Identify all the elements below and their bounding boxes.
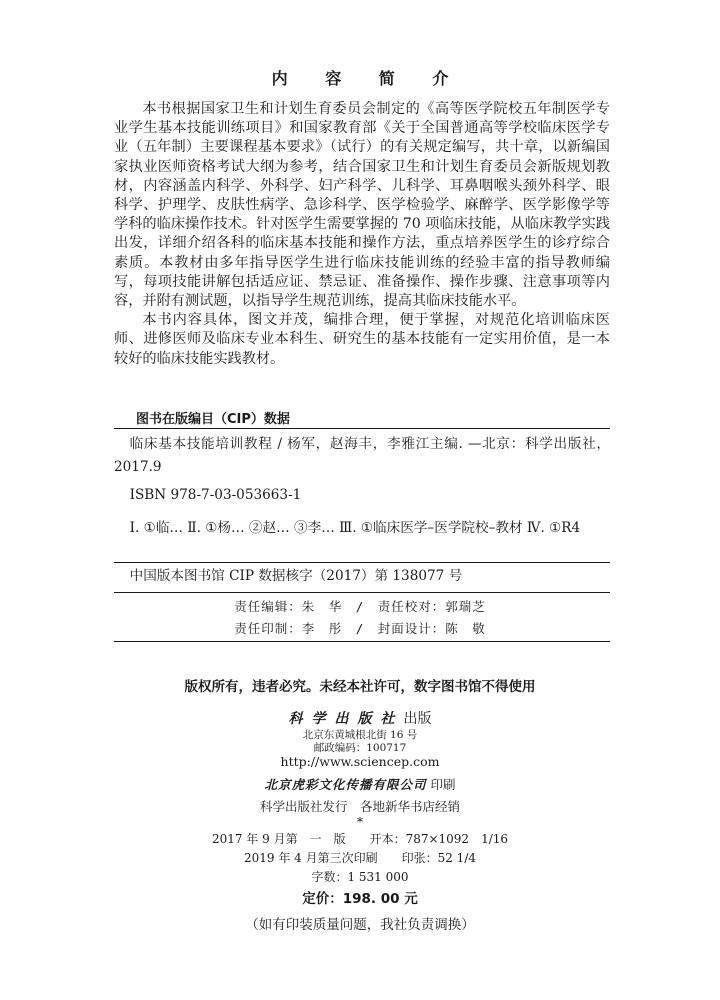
publisher-postcode: 邮政编码：100717 xyxy=(313,742,407,754)
intro-paragraph-1: 本书根据国家卫生和计划生育委员会制定的《高等医学院校五年制医学专业学生基本技能训练项目》和国家教育部《关于全国普通高等学校临床医学专业（五年制）主要课程基本要求》（试行）的有关规定编写，共十章，以新编国家执业医师资格考试大纲为参考，结合国家卫生和计划生育委员会新版规划教材，内容涵盖内科学、外科学、妇产科学、儿科学、耳鼻咽喉头颈外科学、眼科学、护理学、皮肤性病学、急诊科学、医学检验学、麻醉学、医学影像学等学科的临床操作技术。针对医学生需要掌握的 70 项临床技能，从临床教学实践出发，详细介绍各科的临床基本技能和操作方法，重点培养医学生的诊疗综合素质。本教材由多年指导医学生进行临床技能训练的经验丰富的指导教师编写，每项技能讲解包括适应证、禁忌证、准备操作、操作步骤、注意事项等内容，并附有测试题，以指导学生规范训练，提高其临床技能水平。 xyxy=(114,101,610,310)
publisher-url: http://www.sciencep.com xyxy=(280,754,440,769)
publisher-address: 北京东黄城根北街 16 号 xyxy=(302,729,418,741)
cip-isbn: ISBN 978-7-03-053663-1 xyxy=(129,487,302,503)
cip-bottom-rule xyxy=(114,592,610,593)
cip-entry xyxy=(114,433,610,540)
cip-middle-rule xyxy=(114,562,610,563)
rights-notice: 版权所有，违者必究。未经本社许可，数字图书馆不得使用 xyxy=(184,679,536,695)
credits-bottom-rule xyxy=(114,641,610,642)
printer-suffix: 印刷 xyxy=(426,777,456,792)
publisher-name xyxy=(0,708,720,728)
page-title: 内 容 简 介 xyxy=(271,69,465,88)
distribution-line: 科学出版社发行 各地新华书店经销 xyxy=(259,799,460,814)
cip-top-rule xyxy=(114,428,610,429)
price: 定价：198. 00 元 xyxy=(302,891,418,907)
separator-star: * xyxy=(356,814,364,829)
editor-credits: 责任编辑：朱 华 / 责任校对：郭瑞芝 xyxy=(234,599,486,614)
intro-section xyxy=(114,100,610,369)
cip-classification: Ⅰ. ①临… Ⅱ. ①杨… ②赵… ③李… Ⅲ. ①临床医学–医学院校–教材 Ⅳ. ①R4 xyxy=(129,520,581,536)
cip-heading: 图书在版编目（CIP）数据 xyxy=(136,412,290,427)
publisher-suffix: 出版 xyxy=(403,711,432,727)
cip-record xyxy=(114,565,610,588)
word-count: 字数：1 531 000 xyxy=(311,870,409,884)
cip-record-number: 中国版本图书馆 CIP 数据核字（2017）第 138077 号 xyxy=(129,568,463,584)
quality-notice: （如有印装质量问题，我社负责调换） xyxy=(245,917,475,933)
intro-paragraph-2: 本书内容具体，图文并茂，编排合理，便于掌握，对规范化培训临床医师、进修医师及临床专业本科生、研究生的基本技能有一定实用价值，是一本较好的临床技能实践教材。 xyxy=(114,312,610,367)
edition-line: 2017 年 9 月第 一 版 开本：787×1092 1/16 xyxy=(211,832,509,846)
printing-line: 2019 年 4 月第三次印刷 印张：52 1/4 xyxy=(243,851,476,865)
publisher-logo: 科学出版社 xyxy=(288,711,404,727)
printing-credits: 责任印制：李 彤 / 封面设计：陈 敬 xyxy=(234,621,486,636)
cip-catalog-entry: 临床基本技能培训教程 / 杨军，赵海丰，李雅江主编. —北京：科学出版社，2017.9 xyxy=(114,436,610,475)
printer-logo: 北京虎彩文化传播有限公司 xyxy=(264,777,427,792)
printer-line xyxy=(0,775,720,793)
